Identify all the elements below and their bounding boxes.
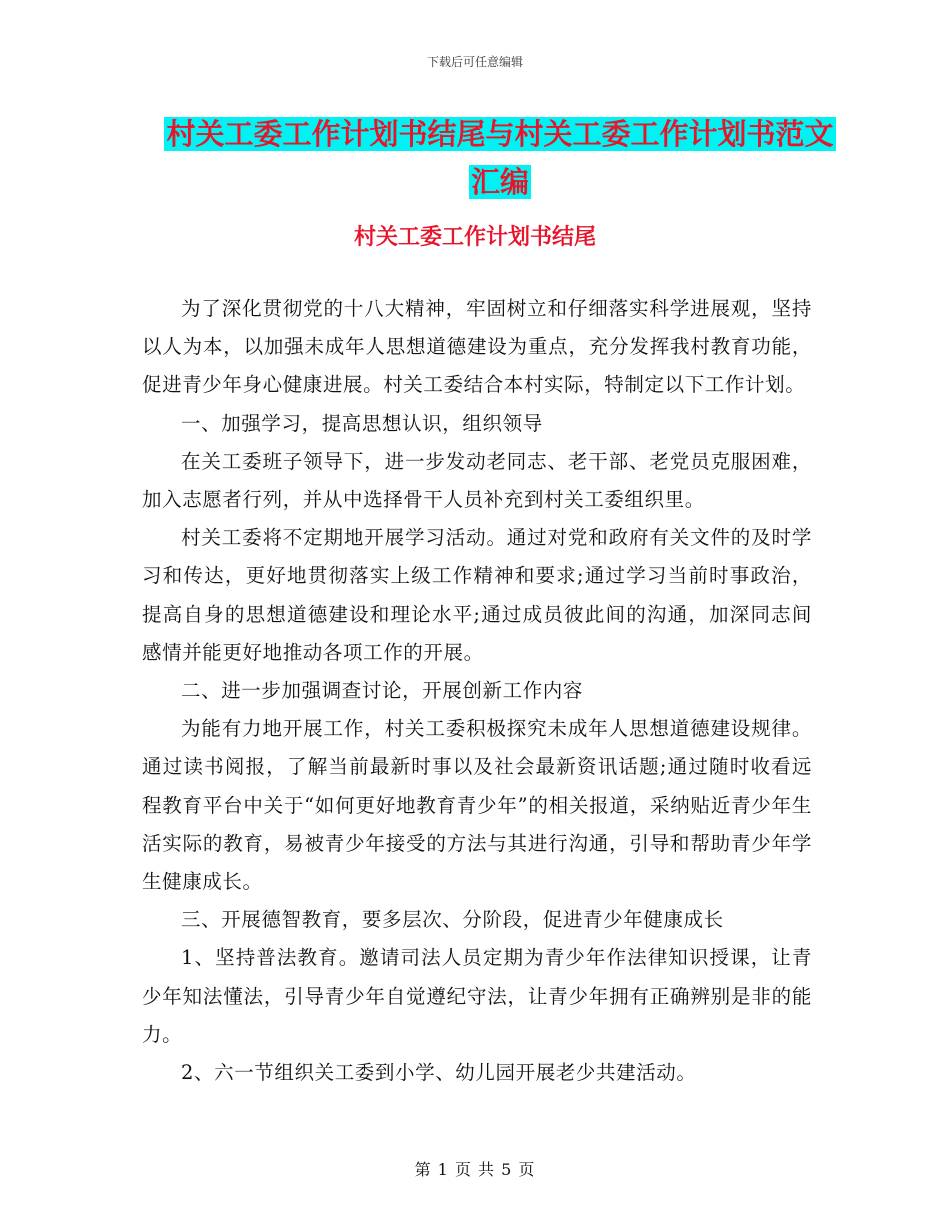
heading-1: 一、加强学习，提高思想认识，组织领导 (181, 411, 543, 435)
paragraph: 为能有力地开展工作，村关工委积极探究未成年人思想道德建设规律。通过读书阅报，了解当前最新时事以及社会最新资讯话题;通过随时收看远程教育平台中关于“如何更好地教育青少年”的相关报道，采纳贴近青少年生活实际的教育，易被青少年接受的方法与其进行沟通，引导和帮助青少年学生健康成长。 (142, 717, 812, 894)
page-header: 下载后可任意编辑 (426, 55, 523, 69)
title-line-1: 村关工委工作计划书结尾与村关工委工作计划书范文 (166, 117, 834, 151)
heading-3: 三、开展德智教育，要多层次、分阶段，促进青少年健康成长 (181, 908, 724, 932)
paragraph: 在关工委班子领导下，进一步发动老同志、老干部、老党员克服困难，加入志愿者行列，并从中选择骨干人员补充到村关工委组织里。 (142, 449, 812, 512)
paragraph: 1、坚持普法教育。邀请司法人员定期为青少年作法律知识授课，让青少年知法懂法，引导青少年自觉遵纪守法，让青少年拥有正确辨别是非的能力。 (142, 946, 812, 1046)
body-text (142, 290, 812, 1092)
document-title (160, 110, 840, 206)
heading-2: 二、进一步加强调查讨论，开展创新工作内容 (181, 679, 584, 703)
page-footer: 第 1 页 共 5 页 (414, 1160, 536, 1179)
paragraph: 村关工委将不定期地开展学习活动。通过对党和政府有关文件的及时学习和传达，更好地贯彻落实上级工作精神和要求;通过学习当前时事政治，提高自身的思想道德建设和理论水平;通过成员彼此间的沟通，加深同志间感情并能更好地推动各项工作的开展。 (142, 526, 812, 664)
paragraph: 2、六一节组织关工委到小学、幼儿园开展老少共建活动。 (181, 1061, 697, 1085)
paragraph: 为了深化贯彻党的十八大精神，牢固树立和仔细落实科学进展观，坚持以人为本，以加强未成年人思想道德建设为重点，充分发挥我村教育功能，促进青少年身心健康进展。村关工委结合本村实际，特制定以下工作计划。 (142, 297, 812, 397)
title-line-2: 汇编 (470, 165, 529, 199)
section-title: 村关工委工作计划书结尾 (353, 225, 596, 250)
